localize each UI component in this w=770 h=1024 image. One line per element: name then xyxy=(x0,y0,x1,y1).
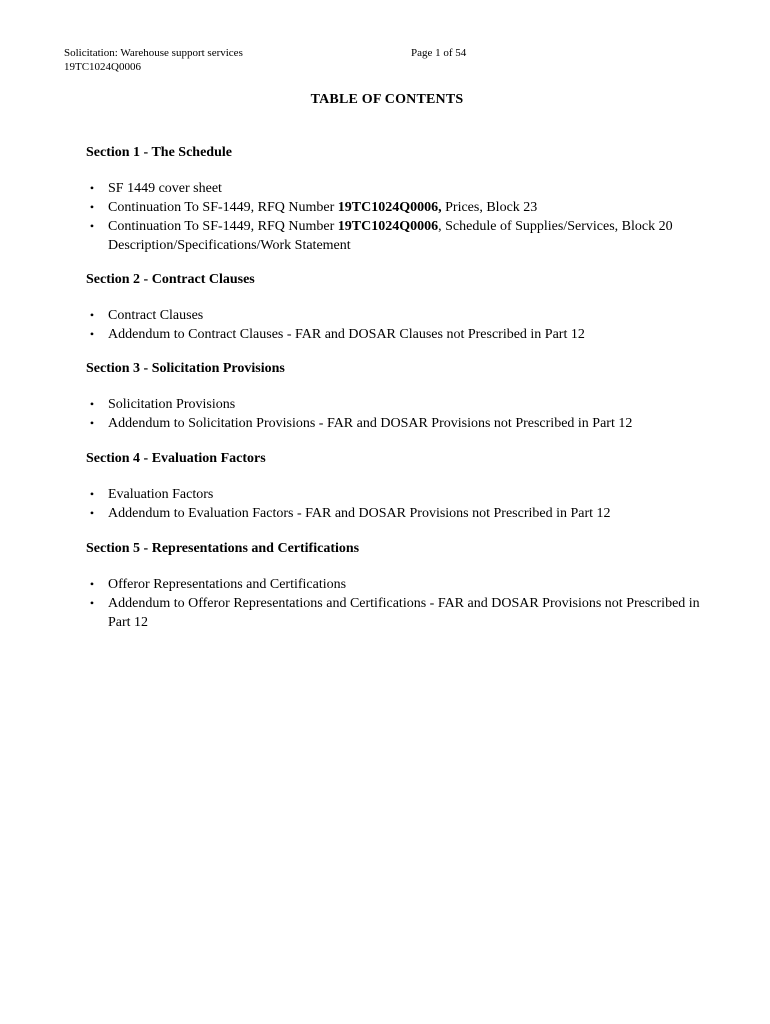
toc-list-item xyxy=(86,198,716,217)
page-number: Page 1 of 54 xyxy=(411,47,467,59)
toc-section xyxy=(86,540,716,632)
item-text: Contract Clauses xyxy=(108,308,204,323)
bullet-icon: • xyxy=(89,397,95,411)
section-heading: Section 4 - Evaluation Factors xyxy=(86,451,266,466)
toc-list-item xyxy=(86,485,716,504)
section-item-list xyxy=(86,395,716,433)
section-heading: Section 3 - Solicitation Provisions xyxy=(86,361,285,376)
toc-list-item xyxy=(86,217,716,255)
item-text-continued: , Schedule of Supplies/Services, Block 20 Description/Specifications/Work Statement xyxy=(108,219,673,253)
section-item-list xyxy=(86,485,716,523)
item-text: Evaluation Factors xyxy=(108,487,214,502)
item-text: Addendum to Offeror Representations and Certifications - FAR and DOSAR Provisions not Prescribed in Part 12 xyxy=(108,596,700,630)
solicitation-number: 19TC1024Q0006 xyxy=(64,61,141,73)
toc-list-item xyxy=(86,504,716,523)
toc-list-item xyxy=(86,179,716,198)
bullet-icon: • xyxy=(89,308,95,322)
item-text: Solicitation Provisions xyxy=(108,397,236,412)
bullet-icon: • xyxy=(89,416,95,430)
toc-section xyxy=(86,450,716,523)
toc-section xyxy=(86,360,716,433)
bullet-icon: • xyxy=(89,596,95,610)
section-heading: Section 2 - Contract Clauses xyxy=(86,272,255,287)
item-text-continued: Prices, Block 23 xyxy=(441,200,538,215)
toc-list-item xyxy=(86,395,716,414)
solicitation-title: Solicitation: Warehouse support services xyxy=(64,47,243,59)
item-text: Continuation To SF-1449, RFQ Number xyxy=(108,219,338,234)
toc-list-item xyxy=(86,575,716,594)
bullet-icon: • xyxy=(89,181,95,195)
item-text: Continuation To SF-1449, RFQ Number xyxy=(108,200,338,215)
bullet-icon: • xyxy=(89,506,95,520)
bullet-icon: • xyxy=(89,219,95,233)
page-header-left xyxy=(64,46,243,74)
toc-content xyxy=(86,144,716,632)
bullet-icon: • xyxy=(89,487,95,501)
toc-list-item xyxy=(86,594,716,632)
toc-list-item xyxy=(86,325,716,344)
item-text: Addendum to Contract Clauses - FAR and DOSAR Clauses not Prescribed in Part 12 xyxy=(108,327,585,342)
bullet-icon: • xyxy=(89,200,95,214)
item-text: Addendum to Evaluation Factors - FAR and DOSAR Provisions not Prescribed in Part 12 xyxy=(108,506,611,521)
section-item-list xyxy=(86,179,716,255)
section-item-list xyxy=(86,306,716,344)
section-heading: Section 1 - The Schedule xyxy=(86,145,232,160)
rfq-number: 19TC1024Q0006 xyxy=(337,219,439,234)
toc-title: TABLE OF CONTENTS xyxy=(310,92,464,107)
toc-section xyxy=(86,271,716,344)
bullet-icon: • xyxy=(89,327,95,341)
section-item-list xyxy=(86,575,716,632)
rfq-number: 19TC1024Q0006, xyxy=(337,200,442,215)
bullet-icon: • xyxy=(89,577,95,591)
toc-section xyxy=(86,144,716,255)
item-text: Addendum to Solicitation Provisions - FAR and DOSAR Provisions not Prescribed in Part 12 xyxy=(108,416,633,431)
toc-list-item xyxy=(86,414,716,433)
toc-list-item xyxy=(86,306,716,325)
item-text: SF 1449 cover sheet xyxy=(108,181,222,196)
section-heading: Section 5 - Representations and Certifications xyxy=(86,541,360,556)
item-text: Offeror Representations and Certifications xyxy=(108,577,347,592)
